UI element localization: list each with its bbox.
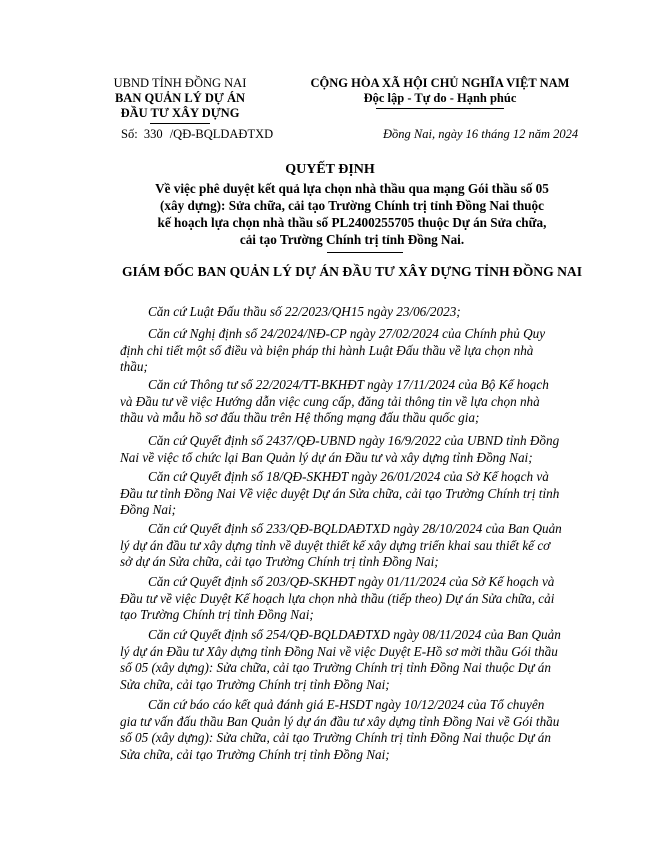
legal-basis-3: [120, 377, 582, 427]
subject-line-3: kế hoạch lựa chọn nhà thầu số PL2400255705 thuộc Dự án Sửa chữa,: [157, 215, 547, 230]
legal-basis-line: thầu;: [120, 359, 148, 375]
legal-basis-line: số 05 (xây dựng): Sửa chữa, cải tạo Trường Chính trị tỉnh Đồng Nai thuộc Dự án: [120, 660, 551, 676]
place-and-date: Đồng Nai, ngày 16 tháng 12 năm 2024: [383, 127, 579, 141]
legal-basis-line: định chi tiết một số điều và biện pháp thi hành Luật Đấu thầu về lựa chọn nhà: [120, 342, 534, 358]
legal-basis-line: Căn cứ Thông tư số 22/2024/TT-BKHĐT ngày 17/11/2024 của Bộ Kế hoạch: [148, 377, 549, 392]
legal-basis-line: Căn cứ Quyết định số 2437/QĐ-UBND ngày 16/9/2022 của UBND tỉnh Đồng: [148, 433, 560, 448]
document-number-value: 330: [143, 127, 163, 141]
legal-basis-line: và Đầu tư về việc Hướng dẫn việc cung cấp, đăng tải thông tin về lựa chọn nhà: [120, 393, 540, 409]
legal-basis-4: [120, 433, 582, 466]
subject-rule: [327, 252, 403, 253]
legal-basis-1: [120, 304, 582, 321]
legal-basis-9: [120, 697, 582, 763]
legal-basis-line: Căn cứ Nghị định số 24/2024/NĐ-CP ngày 27/02/2024 của Chính phủ Quy: [148, 326, 546, 341]
legal-basis-line: Đồng Nai;: [120, 502, 177, 518]
subject-line-4: cải tạo Trường Chính trị tỉnh Đồng Nai.: [239, 232, 465, 247]
document-number-suffix: /QĐ-BQLDAĐTXD: [169, 127, 274, 141]
legal-basis-line: Nai về việc tổ chức lại Ban Quản lý dự án Đầu tư và xây dựng tỉnh Đồng Nai;: [120, 449, 533, 465]
decision-authority: GIÁM ĐỐC BAN QUẢN LÝ DỰ ÁN ĐẦU TƯ XÂY DỰNG TỈNH ĐỒNG NAI: [121, 264, 583, 279]
legal-basis-line: Căn cứ báo cáo kết quả đánh giá E-HSDT ngày 10/12/2024 của Tổ chuyên: [148, 697, 545, 712]
legal-basis-line: Đầu tư tỉnh Đồng Nai Về việc duyệt Dự án Sửa chữa, cải tạo Trường Chính trị tỉnh: [120, 485, 560, 501]
legal-basis-line: sở dự án Sửa chữa, cải tạo Trường Chính trị tỉnh Đồng Nai;: [120, 554, 439, 570]
legal-basis-line: Căn cứ Luật Đấu thầu số 22/2023/QH15 ngày 23/06/2023;: [148, 304, 461, 319]
legal-basis-8: [120, 627, 582, 693]
legal-basis-line: số 05 (xây dựng): Sửa chữa, cải tạo Trường Chính trị tỉnh Đồng Nai thuộc Dự án: [120, 730, 551, 746]
document-number: [121, 127, 273, 142]
legal-basis-line: Đầu tư về việc Duyệt Kế hoạch lựa chọn nhà thầu (tiếp theo) Dự án Sửa chữa, cải: [120, 590, 555, 606]
national-title: CỘNG HÒA XÃ HỘI CHỦ NGHĨA VIỆT NAM: [310, 76, 570, 90]
legal-basis-line: Căn cứ Quyết định số 233/QĐ-BQLDAĐTXD ngày 28/10/2024 của Ban Quản: [148, 521, 562, 536]
legal-basis-line: Sửa chữa, cải tạo Trường Chính trị tỉnh Đồng Nai;: [120, 676, 390, 692]
legal-basis-line: Sửa chữa, cải tạo Trường Chính trị tỉnh Đồng Nai;: [120, 746, 390, 762]
legal-basis-6: [120, 521, 582, 571]
legal-basis-line: Căn cứ Quyết định số 254/QĐ-BQLDAĐTXD ngày 08/11/2024 của Ban Quản: [148, 627, 561, 642]
legal-basis-line: gia tư vấn đấu thầu Ban Quản lý dự án đầu tư xây dựng tỉnh Đồng Nai về Gói thầu: [120, 713, 560, 729]
legal-basis-7: [120, 574, 582, 624]
document-title: QUYẾT ĐỊNH: [285, 162, 375, 177]
legal-basis-line: Căn cứ Quyết định số 203/QĐ-SKHĐT ngày 01/11/2024 của Sở Kế hoạch và: [148, 574, 555, 589]
legal-basis-line: lý dự án Đầu tư Xây dựng tỉnh Đồng Nai về việc Duyệt E-Hồ sơ mời thầu Gói thầu: [120, 643, 558, 659]
legal-basis-line: thầu và mẫu hồ sơ đấu thầu trên Hệ thống mạng đấu thầu quốc gia;: [120, 410, 480, 426]
header-right-rule: [376, 108, 504, 109]
legal-basis-line: tạo Trường Chính trị tỉnh Đồng Nai;: [120, 607, 314, 623]
issuing-authority-parent: UBND TỈNH ĐỒNG NAI: [113, 76, 247, 90]
national-motto: Độc lập - Tự do - Hạnh phúc: [363, 91, 517, 105]
issuing-authority: BAN QUẢN LÝ DỰ ÁN: [114, 91, 246, 105]
subject-line-2: (xây dựng): Sửa chữa, cải tạo Trường Chính trị tỉnh Đồng Nai thuộc: [160, 198, 544, 213]
document-number-prefix: Số:: [121, 127, 138, 141]
legal-basis-line: Căn cứ Quyết định số 18/QĐ-SKHĐT ngày 26/01/2024 của Sở Kế hoạch và: [148, 469, 549, 484]
legal-basis-5: [120, 469, 582, 519]
legal-basis-2: [120, 326, 582, 376]
legal-basis-line: lý dự án đầu tư xây dựng tỉnh về duyệt thiết kế xây dựng triển khai sau thiết kế cơ: [120, 537, 551, 553]
subject-line-1: Về việc phê duyệt kết quả lựa chọn nhà thầu qua mạng Gói thầu số 05: [155, 181, 549, 196]
issuing-authority-line2: ĐẦU TƯ XÂY DỰNG: [120, 106, 240, 120]
header-left-rule: [150, 123, 210, 124]
